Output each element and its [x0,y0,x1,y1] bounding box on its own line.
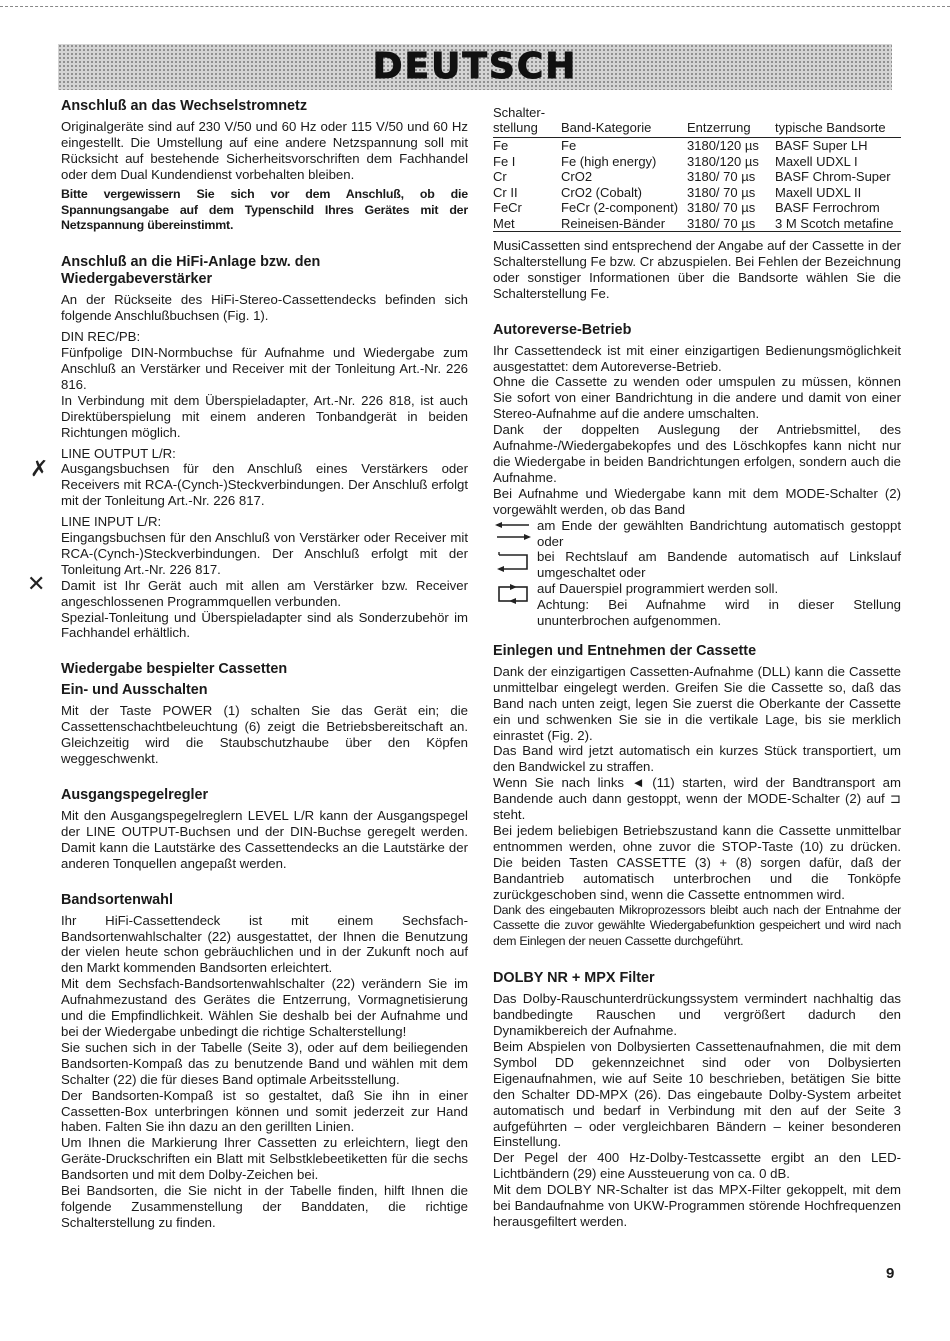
paragraph: Dank der einzigartigen Cassetten-Aufnahme (DLL) kann die Cassette unmittelbar eingelegt werden. Greifen Sie die Cassette so, daß das Band nach unten zeigt, legen Sie zuerst die Oberkante der Cassette ein und schwenken Sie sie in die vertikale Lage, bis sie merklich einrastet (Fig. 2). [493,663,901,743]
mode-option-reverse [493,549,901,581]
paragraph: Damit ist Ihr Gerät auch mit allen am Verstärker bzw. Receiver angeschlossenen Programmquellen verbunden. [61,577,468,609]
mode-option-loop [493,581,901,629]
table-cell: CrO2 [561,169,593,184]
paragraph: Mit den Ausgangspegelreglern LEVEL L/R kann der Ausgangspegel der LINE OUTPUT-Buchsen und der DIN-Buchse geregelt werden. Damit kann die Lautstärke des Cassettendecks an die Lautstärke der anderen Tonquellen angepaßt werden. [61,808,468,871]
connector-label-line-input: LINE INPUT L/R: [61,514,162,530]
table-cell: CrO2 (Cobalt) [561,184,642,200]
paragraph: Der Bandsorten-Kompaß ist so gestaltet, daß Sie ihn in einer Cassetten-Box unterbringen können und somit jederzeit zur Hand haben. Falten Sie ihn dazu an den gerillten Linien. [61,1087,468,1135]
tape-type-table [493,105,901,232]
table-cell: Cr II [493,184,518,200]
paragraph: Dank der doppelten Auslegung der Antriebsmittel, des Aufnahme-/Wiedergabekopfes und des Löschkopfes kann nicht nur die Wiedergabe in beiden Bandrichtungen erfolgen, sondern auch die Aufnahme. [493,422,901,485]
table-cell: Reineisen-Bänder [561,215,666,231]
table-cell: FeCr [493,200,522,215]
table-cell: Maxell UDXL II [775,184,862,200]
table-header: Entzerrung [687,120,751,135]
table-cell: 3 M Scotch metafine [775,215,894,231]
paragraph: Um Ihnen die Markierung Ihrer Cassetten zu erleichtern, liegt den Geräte-Druckschriften ein Blatt mit Selbstklebeetiketten für die sechs Bandsorten und mit dem Dolby-Zeichen bei. [61,1135,468,1183]
table-cell: 3180/ 70 µs [687,200,756,215]
paragraph: Sie suchen sich in der Tabelle (Seite 3), oder auf dem beiliegenden Bandsorten-Kompaß das zu benutzende Band und wählen mit dem Schalter (22) die für dieses Band optimale Arbeitsstellung. [61,1039,468,1087]
table-header-row [493,105,901,138]
paragraph: Mit dem DOLBY NR-Schalter ist das MPX-Filter gekoppelt, mit dem bei Bandaufnahme von UKW-Programmen störende Hochfrequenzen herausgefiltert werden. [493,1182,901,1229]
table-cell: BASF Ferrochrom [775,200,880,215]
paragraph: Bei jedem beliebigen Betriebszustand kann die Cassette unmittelbar entnommen werden, ohne zuvor die STOP-Taste (10) zu drücken. Die beiden Tasten CASSETTE (3) + (8) sorgen dafür, daß der Bandantrieb automatisch unterbrochen und die Tonköpfe zurückgeschoben sind, wenn die Cassette entnommen wird. [493,823,901,902]
mode-description: auf Dauerspiel programmiert werden soll. [537,581,779,597]
paragraph: Beim Abspielen von Dolbysierten Cassettenaufnahmen, die mit dem Symbol DD gekennzeichnet sind oder von Dolbysierten Eigenaufnahmen, wie auf Seite 10 beschrieben, betätigen Sie bitte den Schalter DD-MPX (26). Das eingebaute Dolby-System arbeitet automatisch und bedarf in Verbindung mit den auf der Seite 3 aufgeführten – oder vergleichbaren Bändern – keiner besonderen Einstellung. [493,1038,901,1150]
paragraph: In Verbindung mit dem Überspieladapter, Art.-Nr. 226 818, ist auch Direktüberspielung mit einem anderen Tonbandgerät in beiden Richtungen möglich. [61,392,468,440]
paragraph: An der Rückseite des HiFi-Stereo-Cassettendecks befinden sich folgende Anschlußbuchsen (Fig. 1). [61,292,468,324]
page-number: 9 [886,1265,895,1282]
section-title-output-level: Ausgangspegelregler [61,787,209,803]
paragraph: Das Dolby-Rauschunterdrückungssystem vermindert nachhaltig das bandbedingte Rauschen und vergrößert dadurch den Dynamikbereich der Aufnahme. [493,991,901,1039]
paragraph: Ihr HiFi-Cassettendeck ist mit einem Sechsfach-Bandsortenwahlschalter (22) ausgestattet, der Ihnen die Benutzung der vielen heute schon gebräuchlichen und in der Zukunft noch auf den Markt kommenden Bandsorten erleichtert. [61,912,468,976]
table-cell: FeCr (2-component) [561,200,679,215]
mode-option-stop [493,518,901,550]
double-arrow-icon [493,518,537,546]
paragraph: Spezial-Tonleitung und Überspieladapter sind als Sonderzubehör im Fachhandel erhältlich. [61,609,468,641]
table-row [493,154,901,170]
table-cell: 3180/120 µs [687,153,759,169]
table-row [493,138,901,154]
margin-cross-mark: ✕ [27,572,46,597]
table-cell: Fe I [493,153,516,169]
paragraph: Dank des eingebauten Mikroprozessors bleibt auch nach der Entnahme der Cassette die zuvor gewählte Wiedergabefunktion gespeichert und wird nach dem Einlegen der neuen Cassette durchgeführt. [493,902,901,949]
connector-label-din: DIN REC/PB: [61,329,141,345]
paragraph: Ihr Cassettendeck ist mit einer einzigartigen Bedienungsmöglichkeit ausgestattet: dem Autoreverse-Betrieb. [493,342,901,374]
left-column [61,98,468,1231]
table-cell: BASF Chrom-Super [775,169,891,184]
section-title-mains: Anschluß an das Wechselstromnetz [61,98,308,114]
paragraph: Das Band wird jetzt automatisch ein kurzes Stück transportiert, um den Bandwickel zu straffen. [493,743,901,775]
section-title-hifi: Anschluß an die HiFi-Anlage bzw. den Wiedergabeverstärker [61,254,321,288]
table-cell: Cr [493,169,507,184]
section-title-cassette-loading: Einlegen und Entnehmen der Cassette [493,642,757,659]
warning-paragraph: Bitte vergewissern Sie sich vor dem Anschluß, ob die Spannungsangabe auf dem Typenschild Ihres Gerätes mit der Netzspannung übereinstimmt. [61,186,468,233]
paragraph: Fünfpolige DIN-Normbuchse für Aufnahme und Wiedergabe zum Anschluß an Verstärker und Receiver mit der Tonleitung Art.-Nr. 226 816. [61,345,468,392]
paragraph: Mit der Taste POWER (1) schalten Sie das Gerät ein; die Cassettenschachtbeleuchtung (6) zeigt die Betriebsbereitschaft an. Gleichzeitig wird die Staubschutzhaube über den Köpfen weggeschwenkt. [61,703,468,767]
paragraph: Bei Aufnahme und Wiedergabe kann mit dem MODE-Schalter (2) vorgewählt werden, ob das Band [493,485,901,517]
table-cell: 3180/ 70 µs [687,215,756,231]
paragraph: Mit dem Sechsfach-Bandsortenwahlschalter (22) verändern Sie im Aufnahmezustand des Gerätes die Entzerrung, Vormagnetisierung und die Empfindlichkeit. Wählen Sie deshalb bei der Aufnahme und bei der Wiedergabe unbedingt die richtige Schalterstellung! [61,976,468,1039]
continuous-loop-icon [493,581,537,609]
table-row [493,200,901,216]
section-title-autoreverse: Autoreverse-Betrieb [493,321,632,338]
top-cut-line [0,6,950,7]
connector-label-line-output: LINE OUTPUT L/R: [61,445,176,461]
reverse-once-icon [493,549,537,577]
table-header: Schalter-stellung [493,105,546,135]
table-cell: Fe (high energy) [561,153,657,169]
section-title-dolby: DOLBY NR + MPX Filter [493,970,655,987]
table-cell: Met [493,215,515,231]
paragraph: Der Pegel der 400 Hz-Dolby-Testcassette ergibt an den LED-Lichtbändern (29) eine Aussteuerung von ca. 0 dB. [493,1150,901,1182]
right-column [493,105,901,1230]
table-cell: BASF Super LH [775,138,868,153]
table-header: Band-Kategorie [561,120,652,135]
table-header: typische Bandsorte [775,120,886,135]
margin-cross-mark: ✗ [30,457,49,482]
paragraph: Bei Bandsorten, die Sie nicht in der Tabelle finden, hilft Ihnen die folgende Zusammenstellung der Banddaten, die richtige Schalterstellung zu finden. [61,1183,468,1230]
table-cell: Fe [561,138,577,153]
section-title-tape-type: Bandsortenwahl [61,891,173,908]
paragraph: Wenn Sie nach links ◄ (11) starten, wird der Bandtransport am Bandende auch dann gestoppt, wenn der MODE-Schalter (2) auf ⊐ steht. [493,775,901,823]
table-cell: 3180/ 70 µs [687,169,756,184]
table-cell: Maxell UDXL I [775,153,858,169]
table-row [493,169,901,185]
table-cell: 3180/ 70 µs [687,184,756,200]
subsection-title-power: Ein- und Ausschalten [61,682,208,699]
paragraph: Ohne die Cassette zu wenden oder umspulen zu müssen, können Sie sofort von einer Bandrichtung in die andere und damit von einer Stereo-Aufnahme auf die andere umschalten. [493,374,901,422]
paragraph: Originalgeräte sind auf 230 V/50 und 60 Hz oder 115 V/50 und 60 Hz eingestellt. Die Umstellung auf eine andere Netzspannung soll mit Rücksicht auf bestehende Sicherheitsvorschriften dem Fachhandel oder dem Dual Kundendienst vorbehalten bleiben. [61,119,468,182]
table-row [493,216,901,232]
section-title-playback: Wiedergabe bespielter Cassetten [61,661,288,678]
table-cell: Fe [493,138,509,153]
table-row [493,185,901,201]
paragraph: Eingangsbuchsen für den Anschluß von Verstärker oder Receiver mit RCA-(Cynch-)Steckverbindungen. Der Anschluß erfolgt mit der Tonleitung Art.-Nr. 226 817. [61,530,468,577]
paragraph: MusiCassetten sind entsprechend der Angabe auf der Cassette in der Schalterstellung Fe bzw. Cr abzuspielen. Bei Fehlen der Bezeichnung oder sonstiger Informationen über die Bandsorte wählen Sie die Schalterstellung Fe. [493,238,901,301]
mode-description: bei Rechtslauf am Bandende automatisch auf Linkslauf umgeschaltet oder [537,549,901,581]
mode-note: Achtung: Bei Aufnahme wird in dieser Stellung ununterbrochen aufgenommen. [537,597,901,629]
paragraph: Ausgangsbuchsen für den Anschluß eines Verstärkers oder Receivers mit RCA-(Cynch-)Steckverbindungen. Der Anschluß erfolgt mit der Tonleitung Art.-Nr. 226 817. [61,461,468,509]
mode-description: am Ende der gewählten Bandrichtung automatisch gestoppt oder [537,517,901,549]
table-cell: 3180/120 µs [687,138,759,153]
language-title: DEUTSCH [372,46,578,87]
